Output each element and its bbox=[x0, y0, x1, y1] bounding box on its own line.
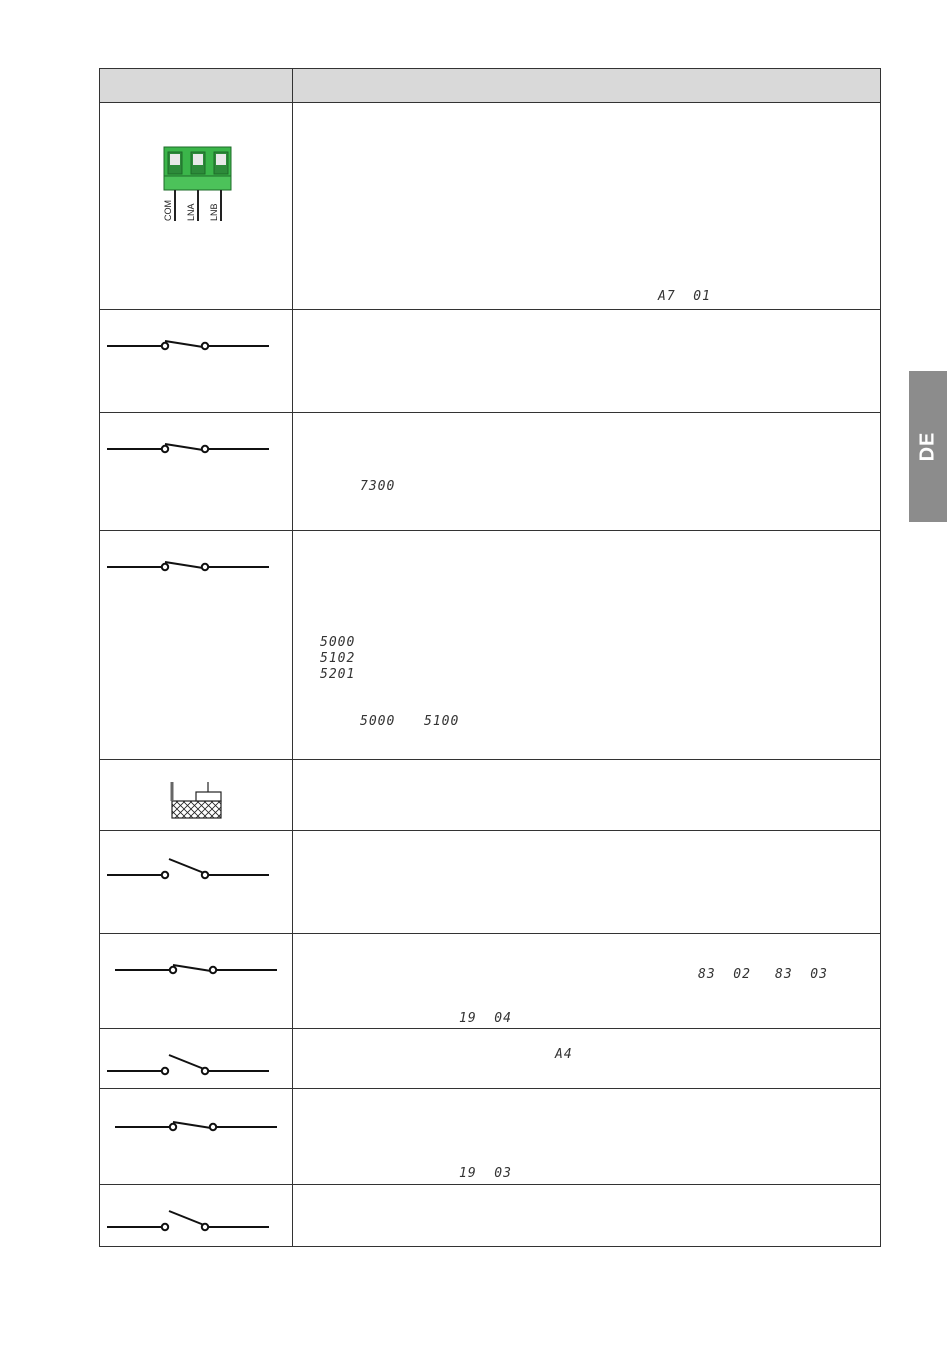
column-divider bbox=[292, 69, 293, 102]
table-row bbox=[99, 830, 881, 982]
description-cell bbox=[293, 760, 880, 830]
description-cell bbox=[293, 934, 880, 1028]
closed-contact-icon bbox=[100, 413, 292, 532]
display-code: 5100 bbox=[424, 714, 460, 729]
display-code: A4 bbox=[555, 1047, 573, 1062]
closed-contact-icon bbox=[100, 531, 292, 761]
description-cell bbox=[293, 531, 880, 759]
table-row bbox=[99, 309, 881, 413]
display-code: 19 04 bbox=[459, 1011, 512, 1026]
contact-symbol-cell bbox=[100, 1029, 292, 1088]
table-row bbox=[99, 102, 881, 310]
terminal-label-com: COM bbox=[163, 200, 173, 221]
display-code: 5102 bbox=[320, 651, 356, 666]
display-code: 83 03 bbox=[775, 967, 828, 982]
table-row bbox=[99, 759, 881, 831]
display-code: 5000 bbox=[360, 714, 396, 729]
terminal-label-lna: LNA bbox=[186, 203, 196, 221]
description-cell bbox=[293, 1185, 880, 1246]
display-code: 19 03 bbox=[459, 1166, 512, 1181]
table-row bbox=[99, 1088, 881, 1185]
display-code: 5000 bbox=[320, 635, 356, 650]
sensing-edge-icon bbox=[100, 760, 292, 832]
description-cell bbox=[293, 1089, 880, 1184]
display-code: 7300 bbox=[360, 479, 396, 494]
description-cell bbox=[293, 831, 880, 982]
closed-contact-icon bbox=[100, 934, 292, 1030]
language-tab bbox=[909, 371, 947, 522]
sensor-symbol-cell bbox=[100, 760, 292, 830]
table-row bbox=[99, 412, 881, 531]
table-header bbox=[99, 68, 881, 103]
table-row bbox=[99, 933, 881, 1029]
closed-contact-icon bbox=[100, 310, 292, 414]
terminal-block-icon bbox=[100, 103, 292, 311]
open-contact-icon bbox=[100, 1029, 292, 1090]
table-row bbox=[99, 1028, 881, 1089]
description-cell bbox=[293, 1029, 880, 1088]
table-row bbox=[99, 530, 881, 760]
open-contact-icon bbox=[100, 831, 292, 935]
display-code: 83 02 bbox=[698, 967, 751, 982]
description-cell bbox=[293, 310, 880, 412]
contact-symbol-cell bbox=[100, 531, 292, 759]
description-cell bbox=[293, 413, 880, 530]
closed-contact-icon bbox=[100, 1089, 292, 1186]
terminal-block-cell bbox=[100, 103, 292, 309]
contact-symbol-cell bbox=[100, 310, 292, 412]
contact-symbol-cell bbox=[100, 831, 292, 933]
display-code: 5201 bbox=[320, 667, 356, 682]
contact-symbol-cell bbox=[100, 1089, 292, 1184]
display-code: A7 01 bbox=[658, 289, 711, 304]
open-contact-icon bbox=[100, 1185, 292, 1248]
contact-symbol-cell bbox=[100, 1185, 292, 1246]
table-row bbox=[99, 1184, 881, 1247]
language-tab-label: DE bbox=[916, 431, 939, 462]
wiring-table bbox=[99, 68, 883, 1247]
description-cell bbox=[293, 103, 880, 309]
contact-symbol-cell bbox=[100, 413, 292, 530]
terminal-label-lnb: LNB bbox=[209, 203, 219, 221]
contact-symbol-cell bbox=[100, 934, 292, 1028]
